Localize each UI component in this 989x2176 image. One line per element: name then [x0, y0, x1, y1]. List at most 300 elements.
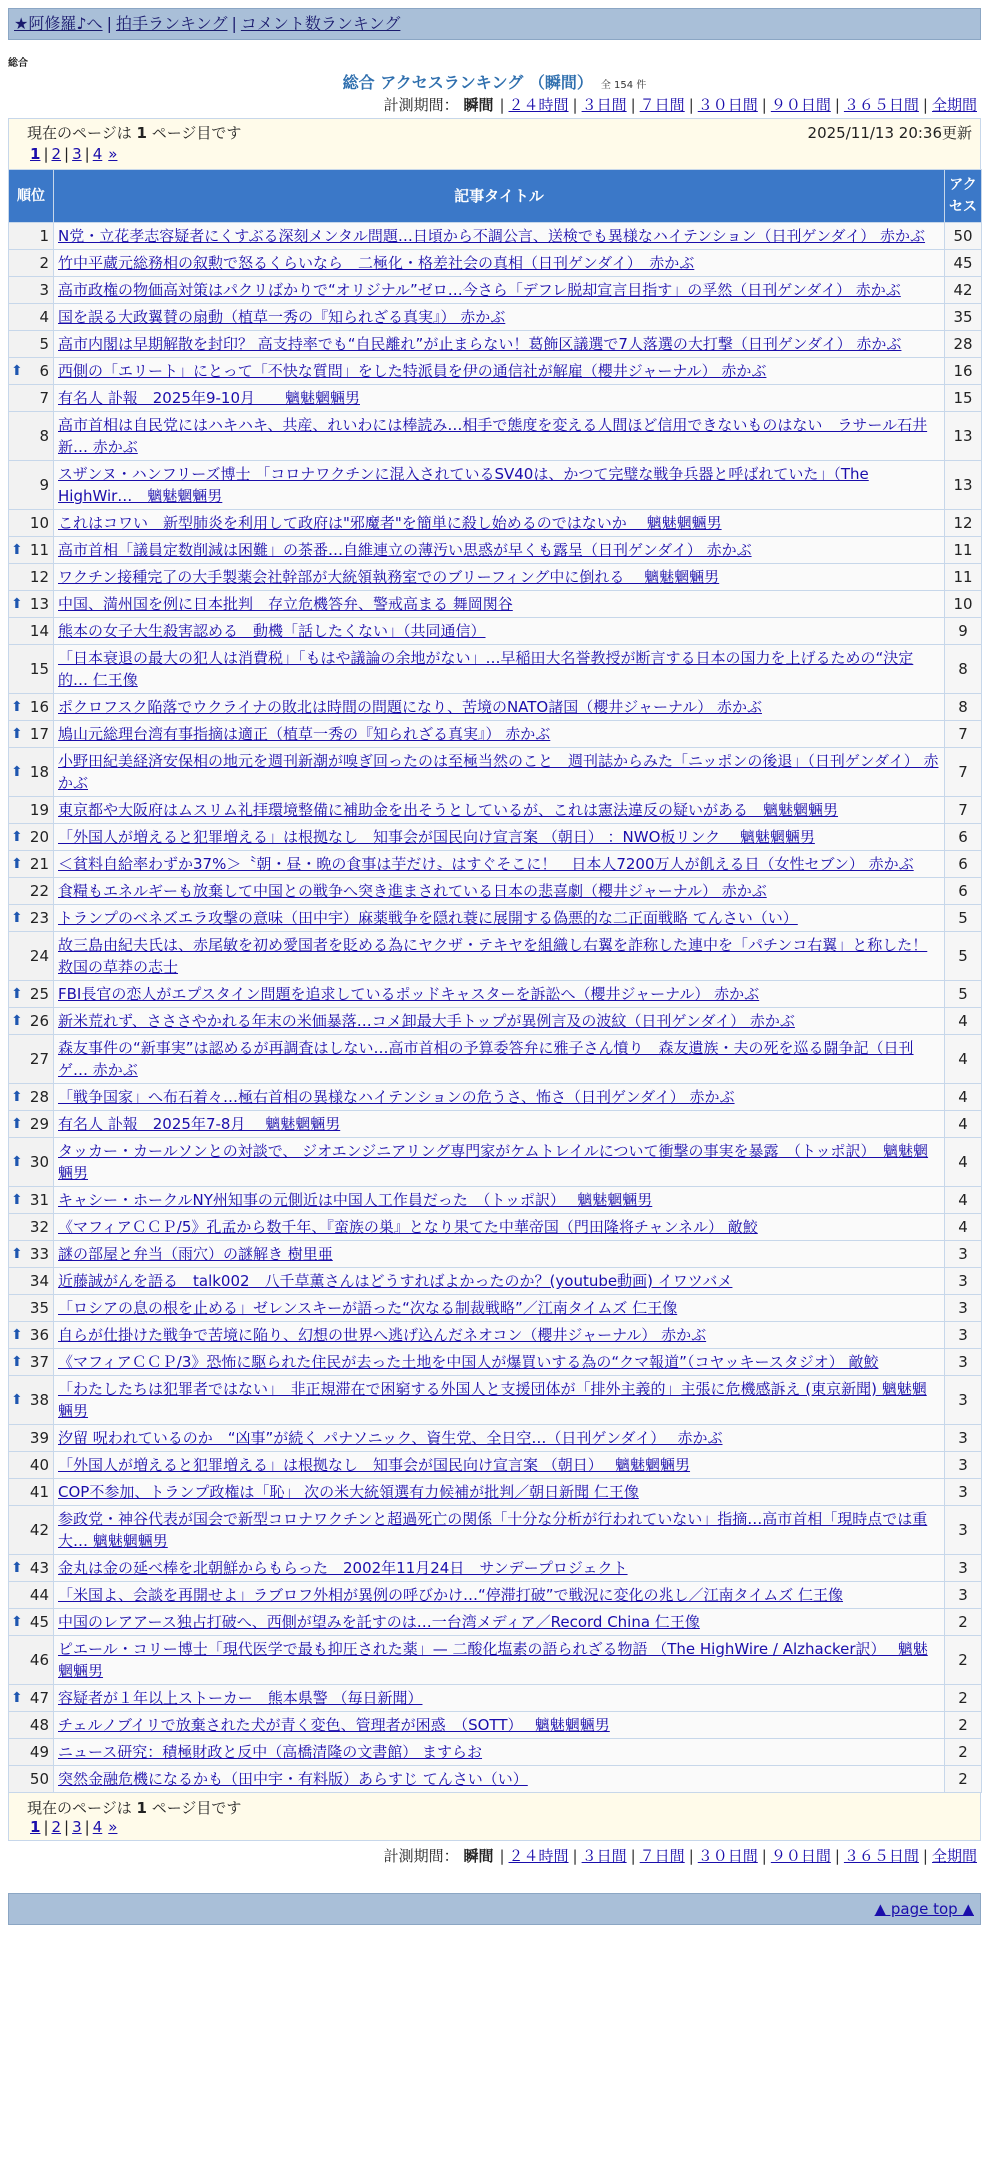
period-current: 瞬間 — [463, 1847, 494, 1865]
rank-number: 27 — [29, 1050, 49, 1068]
article-link[interactable]: ワクチン接種完了の大手製薬会社幹部が大統領執務室でのブリーフィング中に倒れる 魑魅魍魎男 — [58, 568, 720, 586]
rank-number: 38 — [29, 1391, 49, 1409]
header-rank: 順位 — [9, 170, 54, 223]
title-cell — [54, 748, 945, 797]
rank-cell — [9, 1111, 54, 1138]
article-link[interactable]: 鳩山元総理台湾有事指摘は適正（植草一秀の『知られざる真実』） 赤かぶ — [58, 725, 551, 743]
pager-page-1[interactable]: 1 — [30, 145, 41, 163]
rank-number: 3 — [39, 281, 49, 299]
rank-number: 50 — [29, 1770, 49, 1788]
table-row — [9, 1008, 982, 1035]
table-row — [9, 824, 982, 851]
title-cell — [54, 1295, 945, 1322]
access-count: 4 — [945, 1214, 982, 1241]
table-row — [9, 1214, 982, 1241]
article-link[interactable]: 《マフィアＣＣＰ/3》恐怖に駆られた住民が去った土地を中国人が爆買いする為の“クマ報道”（コヤッキースタジオ） 敵鮫 — [58, 1353, 879, 1371]
rank-up-arrow-icon: ⬆ — [11, 1013, 23, 1029]
table-row — [9, 1479, 982, 1506]
title-cell — [54, 1035, 945, 1084]
rank-up-arrow-icon: ⬆ — [11, 1154, 23, 1170]
rank-number: 10 — [29, 514, 49, 532]
rank-cell — [9, 824, 54, 851]
header-access: アクセス — [945, 170, 982, 223]
table-row — [9, 1035, 982, 1084]
access-count: 3 — [945, 1268, 982, 1295]
access-count: 7 — [945, 748, 982, 797]
table-row — [9, 797, 982, 824]
article-link[interactable]: 謎の部屋と弁当（雨穴）の謎解き 樹里亜 — [58, 1245, 333, 1263]
title-cell — [54, 1609, 945, 1636]
rank-cell — [9, 591, 54, 618]
rank-number: 26 — [29, 1012, 49, 1030]
title-cell — [54, 1555, 945, 1582]
title-cell — [54, 797, 945, 824]
table-row — [9, 1295, 982, 1322]
access-count: 35 — [945, 304, 982, 331]
article-link[interactable]: 「ロシアの息の根を止める」ゼレンスキーが語った“次なる制裁戦略”／江南タイムズ 仁王像 — [58, 1299, 678, 1317]
rank-number: 48 — [29, 1716, 49, 1734]
access-count: 4 — [945, 1035, 982, 1084]
title-cell — [54, 932, 945, 981]
rank-number: 4 — [39, 308, 49, 326]
title-cell — [54, 461, 945, 510]
rank-number: 37 — [29, 1353, 49, 1371]
access-count: 12 — [945, 510, 982, 537]
table-row — [9, 748, 982, 797]
access-count: 6 — [945, 824, 982, 851]
article-link[interactable]: 参政党・神谷代表が国会で新型コロナワクチンと超過死亡の関係「十分な分析が行われていない」指摘…高市首相「現時点では重大… 魑魅魍魎男 — [58, 1510, 928, 1550]
title-cell — [54, 1008, 945, 1035]
article-link[interactable]: ピエール・コリー博士「現代医学で最も抑圧された薬」— 二酸化塩素の語られざる物語 （The HighWire / Alzhacker訳） 魑魅魍魎男 — [58, 1640, 928, 1680]
access-count: 50 — [945, 223, 982, 250]
rank-cell — [9, 412, 54, 461]
header-title: 記事タイトル — [54, 170, 945, 223]
period-link-all[interactable]: 全期間 — [931, 1847, 977, 1865]
table-row — [9, 1555, 982, 1582]
title-cell — [54, 510, 945, 537]
title-cell — [54, 1111, 945, 1138]
table-row — [9, 1376, 982, 1425]
pager-bottom: 1 | 2 | 3 | 4 » — [30, 1818, 118, 1836]
rank-number: 35 — [29, 1299, 49, 1317]
title-cell — [54, 1479, 945, 1506]
rank-up-arrow-icon: ⬆ — [11, 1690, 23, 1706]
access-count: 3 — [945, 1295, 982, 1322]
title-cell — [54, 1322, 945, 1349]
nav-link-comment-ranking[interactable]: コメント数ランキング — [240, 14, 401, 33]
rank-number: 18 — [29, 763, 49, 781]
table-row — [9, 1712, 982, 1739]
rank-number: 42 — [29, 1521, 49, 1539]
rank-number: 46 — [29, 1651, 49, 1669]
access-count: 2 — [945, 1766, 982, 1793]
rank-cell — [9, 851, 54, 878]
current-page-text: 現在のページは 1 ページ目です — [27, 124, 242, 142]
access-count: 6 — [945, 878, 982, 905]
title-cell — [54, 537, 945, 564]
pager-page-4[interactable]: 4 — [92, 1818, 103, 1836]
article-link[interactable]: 中国のレアアース独占打破へ、西側が望みを託すのは…一台湾メディア／Record China 仁王像 — [58, 1613, 700, 1631]
title-cell — [54, 851, 945, 878]
page-title — [8, 70, 981, 92]
access-count: 6 — [945, 851, 982, 878]
rank-cell — [9, 1555, 54, 1582]
article-link[interactable]: 「外国人が増えると犯罪増える」は根拠なし 知事会が国民向け宣言案 （朝日） ：NWO板リンク 魑魅魍魎男 — [58, 828, 815, 846]
access-count: 11 — [945, 564, 982, 591]
pager-next[interactable]: » — [108, 1818, 118, 1836]
article-link[interactable]: ＜貧料自給率わずか37%＞〝朝・昼・晩の食事は芋だけ〟はすぐそこに！ 日本人7200万人が飢える日（女性セブン） 赤かぶ — [58, 855, 914, 873]
article-link[interactable]: 《マフィアＣＣＰ/5》孔孟から数千年、『蛮族の巣』となり果てた中華帝国（門田隆将チャンネル） 敵鮫 — [58, 1218, 758, 1236]
access-count: 3 — [945, 1349, 982, 1376]
ranking-rows — [9, 223, 982, 1793]
article-link[interactable]: N党・立花孝志容疑者にくすぶる深刻メンタル問題…日頃から不調公言、送検でも異様なハイテンション（日刊ゲンダイ） 赤かぶ — [58, 227, 926, 245]
period-link-90d[interactable]: ９０日間 — [770, 1847, 831, 1865]
title-cell — [54, 1349, 945, 1376]
article-link[interactable]: 小野田紀美経済安保相の地元を週刊新潮が嗅ぎ回ったのは至極当然のこと 週刊誌からみた「ニッポンの後退」（日刊ゲンダイ） 赤かぶ — [58, 752, 939, 792]
table-row — [9, 331, 982, 358]
period-label: 計測期間： — [383, 96, 459, 114]
title-cell — [54, 1712, 945, 1739]
access-count: 3 — [945, 1582, 982, 1609]
access-count: 8 — [945, 694, 982, 721]
rank-cell — [9, 223, 54, 250]
rank-up-arrow-icon: ⬆ — [11, 829, 23, 845]
rank-cell — [9, 358, 54, 385]
access-count: 42 — [945, 277, 982, 304]
article-link[interactable]: 森友事件の“新事実”は認めるが再調査はしない…高市首相の予算委答弁に雅子さん憤り 森友遺族・夫の死を巡る闘争記（日刊ゲ… 赤かぶ — [58, 1039, 914, 1079]
article-link[interactable]: COP不参加、トランプ政権は「恥」 次の米大統領選有力候補が批判／朝日新聞 仁王像 — [58, 1483, 639, 1501]
rank-number: 19 — [29, 801, 49, 819]
table-header-row — [9, 170, 982, 223]
article-link[interactable]: 竹中平蔵元総務相の叙勲で怒るくらいなら 二極化・格差社会の真相（日刊ゲンダイ） 赤かぶ — [58, 254, 695, 272]
rank-number: 22 — [29, 882, 49, 900]
table-row — [9, 1636, 982, 1685]
table-row — [9, 618, 982, 645]
title-cell — [54, 1766, 945, 1793]
access-count: 4 — [945, 1187, 982, 1214]
article-link[interactable]: 西側の「エリート」にとって「不快な質問」をした特派員を伊の通信社が解雇（櫻井ジャーナル） 赤かぶ — [58, 362, 767, 380]
rank-number: 2 — [39, 254, 49, 272]
article-link[interactable]: 食糧もエネルギーも放棄して中国との戦争へ突き進まされている日本の悲喜劇（櫻井ジャーナル） 赤かぶ — [58, 882, 767, 900]
article-link[interactable]: 国を誤る大政翼賛の扇動（植草一秀の『知られざる真実』） 赤かぶ — [58, 308, 506, 326]
table-row — [9, 981, 982, 1008]
title-cell — [54, 564, 945, 591]
rank-cell — [9, 1187, 54, 1214]
rank-up-arrow-icon: ⬆ — [11, 1089, 23, 1105]
rank-up-arrow-icon: ⬆ — [11, 1560, 23, 1576]
access-count: 4 — [945, 1084, 982, 1111]
article-link[interactable]: 容疑者が１年以上ストーカー 熊本県警 （毎日新聞） — [58, 1689, 423, 1707]
rank-cell — [9, 1636, 54, 1685]
rank-cell — [9, 645, 54, 694]
rank-up-arrow-icon: ⬆ — [11, 699, 23, 715]
article-link[interactable]: タッカー・カールソンとの対談で、 ジオエンジニアリング専門家がケムトレイルについて衝撃の事実を暴露 （トッポ訳） 魑魅魍魎男 — [58, 1142, 929, 1182]
article-link[interactable]: 故三島由紀夫氏は、赤尾敏を初め愛国者を貶める為にヤクザ・テキヤを組織し右翼を詐称した連中を「パチンコ右翼」と称した！ 救国の草莽の志士 — [58, 936, 928, 976]
access-count: 2 — [945, 1636, 982, 1685]
table-row — [9, 1138, 982, 1187]
table-row — [9, 510, 982, 537]
rank-up-arrow-icon: ⬆ — [11, 1354, 23, 1370]
rank-up-arrow-icon: ⬆ — [11, 1116, 23, 1132]
article-link[interactable]: 高市政権の物価高対策はパクリばかりで“オリジナル”ゼロ…今さら「デフレ脱却宣言目指す」の孚然（日刊ゲンダイ） 赤かぶ — [58, 281, 901, 299]
pager-next[interactable]: » — [108, 145, 118, 163]
period-link-30d[interactable]: ３０日間 — [697, 1847, 758, 1865]
rank-number: 45 — [29, 1613, 49, 1631]
article-link[interactable]: 金丸は金の延べ棒を北朝鮮からもらった 2002年11月24日 サンデープロジェクト — [58, 1559, 628, 1577]
title-cell — [54, 1636, 945, 1685]
table-row — [9, 412, 982, 461]
title-cell — [54, 1506, 945, 1555]
nav-link-asyura[interactable]: ★阿修羅♪へ — [14, 14, 103, 33]
article-link[interactable]: 東京都や大阪府はムスリム礼拝環境整備に補助金を出そうとしているが、これは憲法違反の疑いがある 魑魅魍魎男 — [58, 801, 839, 819]
period-link-24h[interactable]: ２４時間 — [508, 96, 569, 114]
article-link[interactable]: 「米国よ、会談を再開せよ」ラブロフ外相が異例の呼びかけ…“停滞打破”で戦況に変化の兆し／江南タイムズ 仁王像 — [58, 1586, 844, 1604]
rank-cell — [9, 1609, 54, 1636]
rank-cell — [9, 1425, 54, 1452]
title-cell — [54, 878, 945, 905]
table-row — [9, 591, 982, 618]
title-cell — [54, 905, 945, 932]
rank-number: 23 — [29, 909, 49, 927]
article-link[interactable]: トランプのベネズエラ攻撃の意味（田中宇）麻薬戦争を隠れ蓑に展開する偽悪的な二正面戦略 てんさい（い） — [58, 909, 798, 927]
access-count: 7 — [945, 797, 982, 824]
article-link[interactable]: 近藤誠がんを語る talk002 八千草薫さんはどうすればよかったのか？(youtube動画) イワツバメ — [58, 1272, 733, 1290]
article-link[interactable]: 中国、満州国を例に日本批判 存立危機答弁、警戒高まる 舞岡関谷 — [58, 595, 513, 613]
period-link-3d[interactable]: ３日間 — [581, 1847, 627, 1865]
title-cell — [54, 1214, 945, 1241]
rank-number: 9 — [39, 476, 49, 494]
article-link[interactable]: 高市首相は自民党にはハキハキ、共産、れいわには棒読み…相手で態度を変える人間ほど信用できないものはない ラサール石井 新… 赤かぶ — [58, 416, 928, 456]
article-link[interactable]: 新米荒れず、さささやかれる年末の米価暴落…コメ卸最大手トップが異例言及の波紋（日刊ゲンダイ） 赤かぶ — [58, 1012, 795, 1030]
rank-cell — [9, 250, 54, 277]
rank-up-arrow-icon: ⬆ — [11, 856, 23, 872]
page-info-bottom — [8, 1793, 981, 1841]
title-cell — [54, 1138, 945, 1187]
access-count: 2 — [945, 1685, 982, 1712]
rank-number: 31 — [29, 1191, 49, 1209]
rank-number: 16 — [29, 698, 49, 716]
article-link[interactable]: 「外国人が増えると犯罪増える」は根拠なし 知事会が国民向け宣言案 （朝日） 魑魅魍魎男 — [58, 1456, 691, 1474]
rank-cell — [9, 1685, 54, 1712]
rank-number: 25 — [29, 985, 49, 1003]
access-count: 4 — [945, 1138, 982, 1187]
title-cell — [54, 1241, 945, 1268]
table-row — [9, 1111, 982, 1138]
pager-page-3[interactable]: 3 — [72, 1818, 82, 1836]
rank-cell — [9, 932, 54, 981]
rank-number: 6 — [39, 362, 49, 380]
table-row — [9, 1322, 982, 1349]
access-count: 7 — [945, 721, 982, 748]
rank-number: 32 — [29, 1218, 49, 1236]
table-row — [9, 1349, 982, 1376]
title-cell — [54, 277, 945, 304]
table-row — [9, 1739, 982, 1766]
table-row — [9, 223, 982, 250]
rank-cell — [9, 1214, 54, 1241]
article-link[interactable]: これはコワい 新型肺炎を利用して政府は"邪魔者"を簡単に殺し始めるのではないか 魑魅魍魎男 — [58, 514, 722, 532]
access-count: 2 — [945, 1712, 982, 1739]
article-link[interactable]: 「わたしたちは犯罪者ではない」 非正規滞在で困窮する外国人と支援団体が「排外主義的」主張に危機感訴え (東京新聞) 魑魅魍魎男 — [58, 1380, 927, 1420]
rank-cell — [9, 618, 54, 645]
period-link-30d[interactable]: ３０日間 — [697, 96, 758, 114]
period-label: 計測期間： — [383, 1847, 459, 1865]
rank-number: 20 — [29, 828, 49, 846]
rank-up-arrow-icon: ⬆ — [11, 910, 23, 926]
access-count: 3 — [945, 1452, 982, 1479]
title-cell — [54, 358, 945, 385]
title-cell — [54, 250, 945, 277]
current-page-text-bottom: 現在のページは 1 ページ目です — [27, 1799, 242, 1817]
table-row — [9, 878, 982, 905]
rank-number: 39 — [29, 1429, 49, 1447]
period-link-24h[interactable]: ２４時間 — [508, 1847, 569, 1865]
rank-number: 17 — [29, 725, 49, 743]
total-count: 全 154 件 — [600, 80, 647, 91]
rank-cell — [9, 797, 54, 824]
title-cell — [54, 1376, 945, 1425]
title-cell — [54, 1187, 945, 1214]
breadcrumb: 総合 — [8, 58, 28, 69]
pager-page-4[interactable]: 4 — [92, 145, 103, 163]
nav-separator: | — [106, 14, 112, 33]
table-row — [9, 537, 982, 564]
rank-number: 24 — [29, 947, 49, 965]
article-link[interactable]: ポクロフスク陥落でウクライナの敗北は時間の問題になり、苦境のNATO諸国（櫻井ジャーナル） 赤かぶ — [58, 698, 762, 716]
table-row — [9, 645, 982, 694]
rank-number: 34 — [29, 1272, 49, 1290]
period-selector-bottom: 計測期間： 瞬間 | ２４時間 | ３日間 | ７日間 | ３０日間 | ９０日間 | ３６５日間 | 全期間 — [383, 1847, 977, 1865]
article-link[interactable]: 「戦争国家」へ布石着々…極右首相の異様なハイテンションの危うさ、怖さ（日刊ゲンダイ） 赤かぶ — [58, 1088, 735, 1106]
page-top-link[interactable]: ▲ page top ▲ — [874, 1900, 974, 1918]
rank-number: 30 — [29, 1153, 49, 1171]
rank-cell — [9, 1766, 54, 1793]
access-count: 3 — [945, 1425, 982, 1452]
table-row — [9, 564, 982, 591]
rank-number: 28 — [29, 1088, 49, 1106]
period-link-3d[interactable]: ３日間 — [581, 96, 627, 114]
rank-number: 7 — [39, 389, 49, 407]
access-count: 3 — [945, 1322, 982, 1349]
title-cell — [54, 1452, 945, 1479]
table-row — [9, 250, 982, 277]
rank-up-arrow-icon: ⬆ — [11, 1392, 23, 1408]
access-count: 3 — [945, 1555, 982, 1582]
rank-up-arrow-icon: ⬆ — [11, 1614, 23, 1630]
access-count: 2 — [945, 1739, 982, 1766]
access-count: 5 — [945, 932, 982, 981]
title-cell — [54, 824, 945, 851]
article-link[interactable]: スザンヌ・ハンフリーズ博士 「コロナワクチンに混入されているSV40は、かつて完璧な戦争兵器と呼ばれていた」（The HighWir… 魑魅魍魎男 — [58, 465, 869, 505]
table-row — [9, 1084, 982, 1111]
rank-up-arrow-icon: ⬆ — [11, 1327, 23, 1343]
period-link-90d[interactable]: ９０日間 — [770, 96, 831, 114]
pager-page-1[interactable]: 1 — [30, 1818, 41, 1836]
rank-cell — [9, 304, 54, 331]
rank-cell — [9, 748, 54, 797]
table-row — [9, 385, 982, 412]
table-row — [9, 1766, 982, 1793]
table-row — [9, 932, 982, 981]
pager-page-3[interactable]: 3 — [72, 145, 82, 163]
rank-number: 13 — [29, 595, 49, 613]
rank-cell — [9, 1479, 54, 1506]
article-link[interactable]: 高市内閣は早期解散を封印？ 高支持率でも“自民離れ”が止まらない！葛飾区議選で7人落選の大打撃（日刊ゲンダイ） 赤かぶ — [58, 335, 902, 353]
article-link[interactable]: 有名人 訃報 2025年9-10月 魑魅魍魎男 — [58, 389, 360, 407]
table-row — [9, 905, 982, 932]
rank-number: 12 — [29, 568, 49, 586]
access-count: 3 — [945, 1376, 982, 1425]
rank-up-arrow-icon: ⬆ — [11, 1192, 23, 1208]
rank-number: 15 — [29, 660, 49, 678]
article-link[interactable]: 「日本衰退の最大の犯人は消費税」「もはや議論の余地がない」…早稲田大名誉教授が断言する日本の国力を上げるための“決定的… 仁王像 — [58, 649, 914, 689]
page-info-top — [8, 118, 981, 169]
period-link-365d[interactable]: ３６５日間 — [843, 96, 919, 114]
article-link[interactable]: 突然金融危機になるかも（田中宇・有料版）あらすじ てんさい（い） — [58, 1770, 528, 1788]
period-selector-top: 計測期間： 瞬間 | ２４時間 | ３日間 | ７日間 | ３０日間 | ９０日間 | ３６５日間 | 全期間 — [383, 96, 977, 114]
period-link-365d[interactable]: ３６５日間 — [843, 1847, 919, 1865]
page-title-text: 総合 アクセスランキング （瞬間） — [342, 73, 593, 92]
article-link[interactable]: チェルノブイリで放棄された犬が青く変色、管理者が困惑 （SOTT） 魑魅魍魎男 — [58, 1716, 610, 1734]
table-row — [9, 1425, 982, 1452]
pager-page-2[interactable]: 2 — [51, 1818, 62, 1836]
article-link[interactable]: 自らが仕掛けた戦争で苦境に陥り、幻想の世界へ逃げ込んだネオコン（櫻井ジャーナル） 赤かぶ — [58, 1326, 707, 1344]
title-cell — [54, 981, 945, 1008]
rank-number: 5 — [39, 335, 49, 353]
period-link-7d[interactable]: ７日間 — [639, 1847, 685, 1865]
article-link[interactable]: 汐留 呪われているのか “凶事”が続く パナソニック、資生党、全日空…（日刊ゲンダイ） 赤かぶ — [58, 1429, 723, 1447]
rank-cell — [9, 1322, 54, 1349]
title-cell — [54, 385, 945, 412]
pager-page-2[interactable]: 2 — [51, 145, 62, 163]
rank-up-arrow-icon: ⬆ — [11, 596, 23, 612]
rank-cell — [9, 981, 54, 1008]
rank-cell — [9, 510, 54, 537]
article-link[interactable]: ニュース研究：積極財政と反中（高橋清隆の文書館） ますらお — [58, 1743, 483, 1761]
nav-link-applause-ranking[interactable]: 拍手ランキング — [115, 14, 228, 33]
table-row — [9, 721, 982, 748]
table-row — [9, 1582, 982, 1609]
access-count: 3 — [945, 1479, 982, 1506]
title-cell — [54, 1084, 945, 1111]
access-count: 15 — [945, 385, 982, 412]
article-link[interactable]: キャシー・ホークルNY州知事の元側近は中国人工作員だった （トッポ訳） 魑魅魍魎男 — [58, 1191, 653, 1209]
rank-number: 40 — [29, 1456, 49, 1474]
rank-number: 49 — [29, 1743, 49, 1761]
period-link-7d[interactable]: ７日間 — [639, 96, 685, 114]
top-nav-bar — [8, 8, 981, 40]
access-count: 9 — [945, 618, 982, 645]
access-count: 13 — [945, 412, 982, 461]
title-cell — [54, 304, 945, 331]
table-row — [9, 851, 982, 878]
rank-up-arrow-icon: ⬆ — [11, 986, 23, 1002]
article-link[interactable]: 熊本の女子大生殺害認める 動機「話したくない」（共同通信） — [58, 622, 486, 640]
pager-top: 1 | 2 | 3 | 4 » — [30, 145, 118, 163]
rank-number: 14 — [29, 622, 49, 640]
rank-number: 8 — [39, 427, 49, 445]
rank-cell — [9, 905, 54, 932]
table-row — [9, 694, 982, 721]
title-cell — [54, 591, 945, 618]
article-link[interactable]: FBI長官の恋人がエプスタイン問題を追求しているポッドキャスターを訴訟へ（櫻井ジャーナル） 赤かぶ — [58, 985, 760, 1003]
access-count: 3 — [945, 1241, 982, 1268]
access-count: 4 — [945, 1008, 982, 1035]
article-link[interactable]: 高市首相「議員定数削減は困難」の茶番…自維連立の薄汚い思惑が早くも露呈（日刊ゲンダイ） 赤かぶ — [58, 541, 752, 559]
article-link[interactable]: 有名人 訃報 2025年7-8月 魑魅魍魎男 — [58, 1115, 341, 1133]
period-link-all[interactable]: 全期間 — [931, 96, 977, 114]
access-count: 5 — [945, 905, 982, 932]
